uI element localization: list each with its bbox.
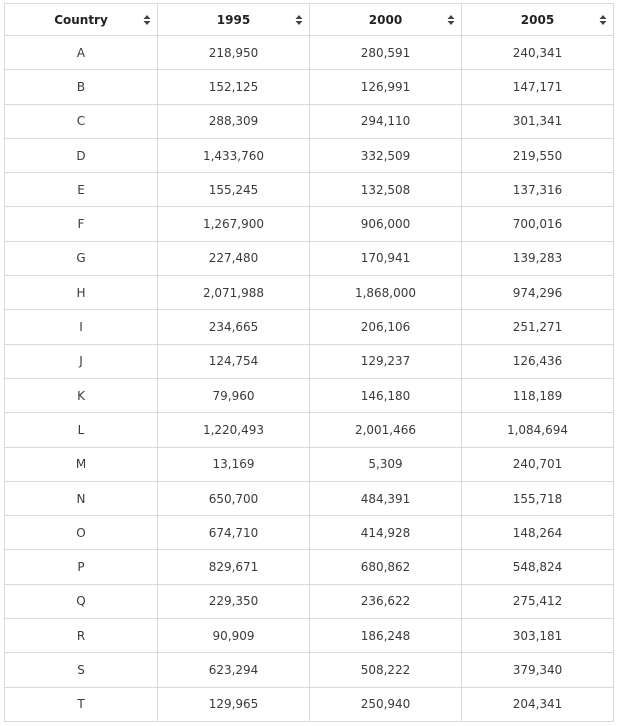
table-cell-2005: 379,340: [462, 653, 614, 687]
table-cell-1995: 674,710: [158, 516, 310, 550]
table-cell-country: K: [5, 378, 158, 412]
table-cell-country: Q: [5, 584, 158, 618]
table-cell-2000: 236,622: [310, 584, 462, 618]
table-cell-country: R: [5, 619, 158, 653]
table-cell-2000: 170,941: [310, 241, 462, 275]
table-row: [5, 378, 614, 412]
table-cell-country: G: [5, 241, 158, 275]
table-cell-2000: 680,862: [310, 550, 462, 584]
table-cell-2000: 294,110: [310, 104, 462, 138]
table-cell-2000: 126,991: [310, 70, 462, 104]
table-cell-2005: 1,084,694: [462, 413, 614, 447]
table-row: [5, 516, 614, 550]
table-body: [5, 36, 614, 722]
table-cell-2000: 2,001,466: [310, 413, 462, 447]
table-cell-2005: 974,296: [462, 276, 614, 310]
table-cell-country: S: [5, 653, 158, 687]
sort-arrows-icon[interactable]: [143, 14, 151, 26]
table-cell-2000: 146,180: [310, 378, 462, 412]
table-row: [5, 584, 614, 618]
table-row: [5, 413, 614, 447]
table-cell-2005: 118,189: [462, 378, 614, 412]
column-header-label: Country: [54, 12, 108, 27]
table-cell-2000: 206,106: [310, 310, 462, 344]
table-cell-2000: 5,309: [310, 447, 462, 481]
table-cell-1995: 2,071,988: [158, 276, 310, 310]
table-cell-2005: 275,412: [462, 584, 614, 618]
column-header-2000[interactable]: [310, 4, 462, 36]
table-cell-country: J: [5, 344, 158, 378]
table-cell-1995: 623,294: [158, 653, 310, 687]
table-cell-2005: 219,550: [462, 138, 614, 172]
table-row: [5, 310, 614, 344]
table-cell-2000: 1,868,000: [310, 276, 462, 310]
table-cell-2005: 204,341: [462, 687, 614, 721]
table-row: [5, 550, 614, 584]
table-cell-country: L: [5, 413, 158, 447]
table-cell-country: M: [5, 447, 158, 481]
column-header-country[interactable]: [5, 4, 158, 36]
table-row: [5, 138, 614, 172]
table-cell-2005: 126,436: [462, 344, 614, 378]
table-cell-1995: 90,909: [158, 619, 310, 653]
table-cell-1995: 234,665: [158, 310, 310, 344]
table-cell-2000: 280,591: [310, 36, 462, 70]
table-cell-2005: 148,264: [462, 516, 614, 550]
table-cell-country: D: [5, 138, 158, 172]
table-cell-country: B: [5, 70, 158, 104]
table-cell-1995: 13,169: [158, 447, 310, 481]
table-row: [5, 241, 614, 275]
table-cell-2000: 332,509: [310, 138, 462, 172]
table-cell-country: P: [5, 550, 158, 584]
table-cell-1995: 79,960: [158, 378, 310, 412]
table-row: [5, 481, 614, 515]
table-cell-1995: 650,700: [158, 481, 310, 515]
table-cell-2000: 132,508: [310, 173, 462, 207]
table-cell-1995: 288,309: [158, 104, 310, 138]
table-cell-2000: 129,237: [310, 344, 462, 378]
table-cell-country: A: [5, 36, 158, 70]
table-cell-2005: 301,341: [462, 104, 614, 138]
table-cell-2005: 155,718: [462, 481, 614, 515]
table-cell-2005: 548,824: [462, 550, 614, 584]
table-cell-country: C: [5, 104, 158, 138]
table-cell-1995: 829,671: [158, 550, 310, 584]
column-header-label: 2000: [368, 12, 403, 27]
table-cell-2000: 906,000: [310, 207, 462, 241]
table-cell-1995: 218,950: [158, 36, 310, 70]
table-cell-2005: 303,181: [462, 619, 614, 653]
table-header: [5, 4, 614, 36]
table-cell-2005: 240,341: [462, 36, 614, 70]
table-cell-country: N: [5, 481, 158, 515]
table-row: [5, 70, 614, 104]
table-cell-2000: 508,222: [310, 653, 462, 687]
table-row: [5, 653, 614, 687]
sort-arrows-icon[interactable]: [295, 14, 303, 26]
table-cell-2000: 484,391: [310, 481, 462, 515]
table-cell-country: O: [5, 516, 158, 550]
table-cell-2005: 240,701: [462, 447, 614, 481]
table-cell-1995: 152,125: [158, 70, 310, 104]
column-header-2005[interactable]: [462, 4, 614, 36]
column-header-label: 2005: [520, 12, 555, 27]
table-row: [5, 104, 614, 138]
table-cell-2005: 700,016: [462, 207, 614, 241]
table-row: [5, 36, 614, 70]
table-cell-1995: 1,433,760: [158, 138, 310, 172]
table-cell-1995: 124,754: [158, 344, 310, 378]
table-cell-country: F: [5, 207, 158, 241]
column-header-1995[interactable]: [158, 4, 310, 36]
table-cell-country: T: [5, 687, 158, 721]
table-cell-2005: 139,283: [462, 241, 614, 275]
table-row: [5, 447, 614, 481]
table-cell-1995: 227,480: [158, 241, 310, 275]
table-row: [5, 276, 614, 310]
table-cell-1995: 1,267,900: [158, 207, 310, 241]
table-cell-1995: 129,965: [158, 687, 310, 721]
table-row: [5, 173, 614, 207]
sort-arrows-icon[interactable]: [447, 14, 455, 26]
table-cell-2005: 137,316: [462, 173, 614, 207]
table-cell-country: I: [5, 310, 158, 344]
table-row: [5, 687, 614, 721]
table-row: [5, 207, 614, 241]
table-cell-1995: 155,245: [158, 173, 310, 207]
table-row: [5, 344, 614, 378]
table-row: [5, 619, 614, 653]
column-header-label: 1995: [216, 12, 251, 27]
table-cell-2000: 250,940: [310, 687, 462, 721]
table-cell-country: E: [5, 173, 158, 207]
table-cell-2005: 147,171: [462, 70, 614, 104]
header-row: [5, 4, 614, 36]
table-cell-2000: 414,928: [310, 516, 462, 550]
table-cell-1995: 229,350: [158, 584, 310, 618]
table-cell-2000: 186,248: [310, 619, 462, 653]
data-table: [4, 3, 614, 722]
table-cell-country: H: [5, 276, 158, 310]
sort-arrows-icon[interactable]: [599, 14, 607, 26]
table-cell-2005: 251,271: [462, 310, 614, 344]
table-cell-1995: 1,220,493: [158, 413, 310, 447]
data-table-container: [4, 3, 613, 722]
